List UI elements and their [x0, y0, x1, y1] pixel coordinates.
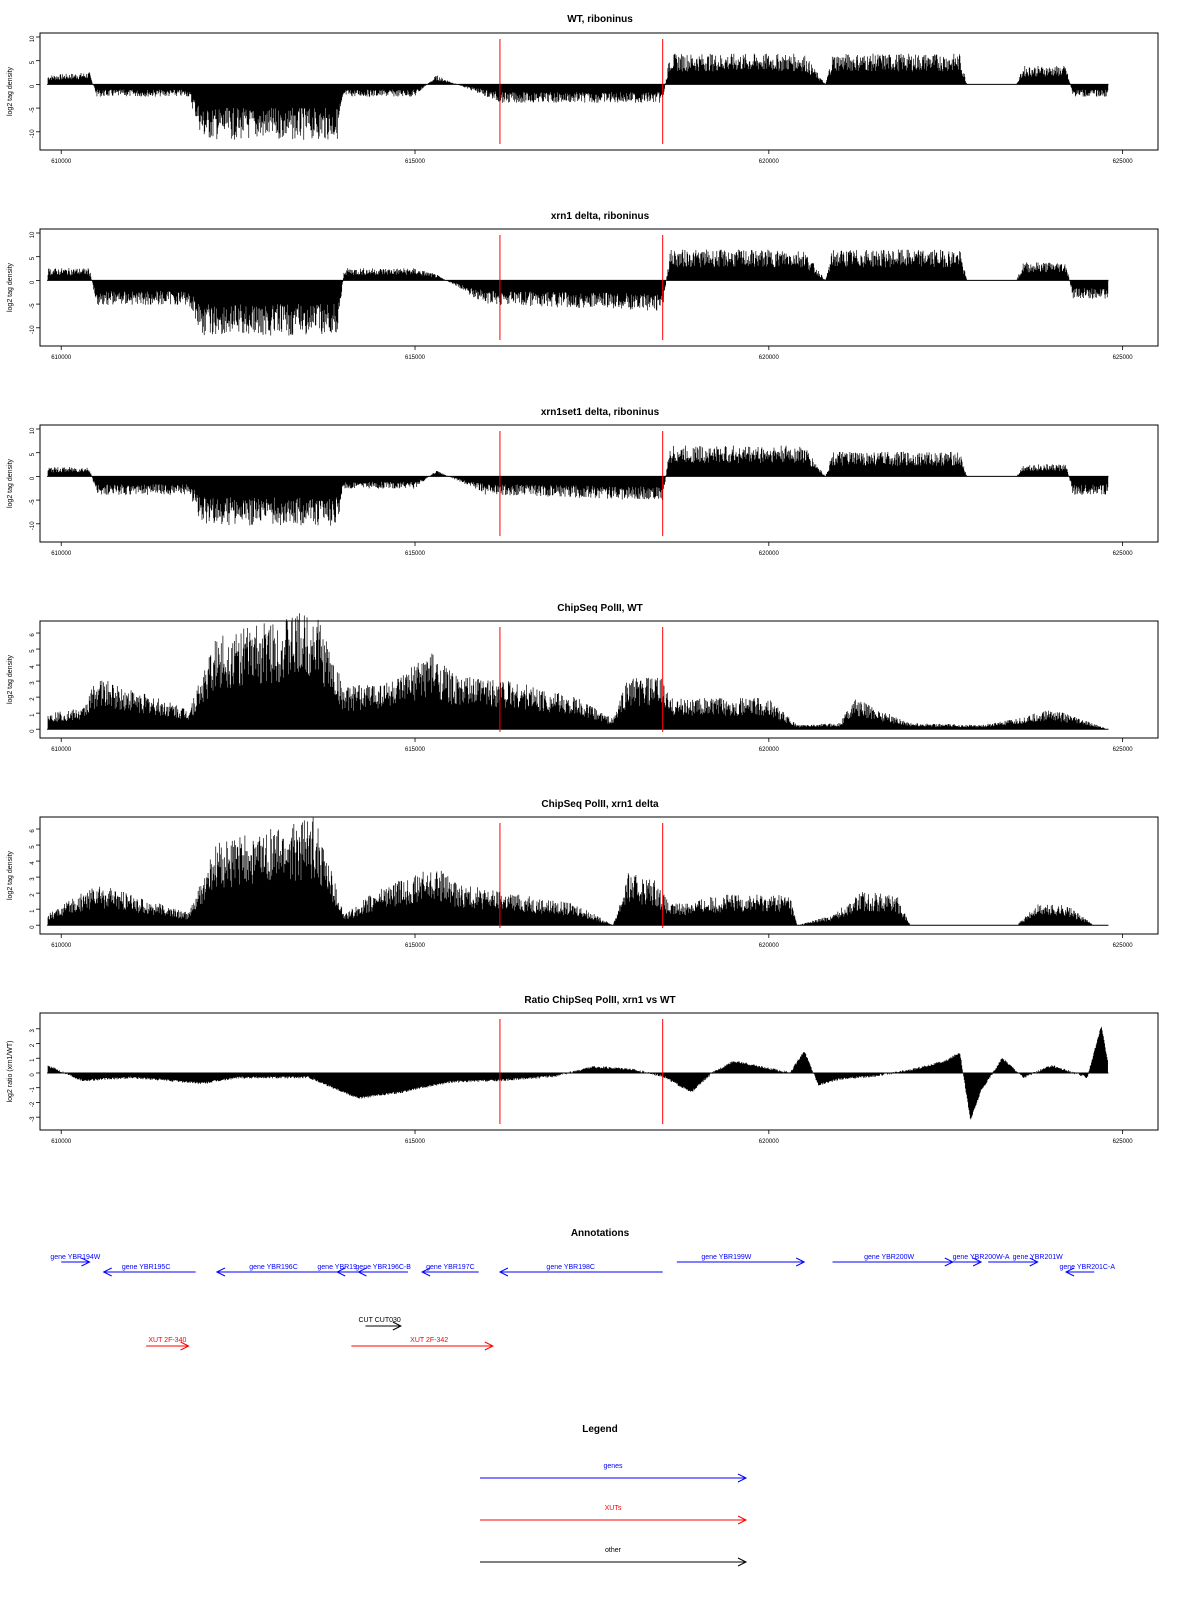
legend-label: other [605, 1547, 621, 1554]
gene-label: gene YBR200W [864, 1254, 915, 1261]
y-axis-label: log2 tag density [7, 262, 14, 313]
chart-panel-1 [7, 14, 1158, 165]
y-tick-label: 2 [30, 697, 36, 701]
x-tick-label: 625000 [1112, 355, 1133, 361]
legend-title: Legend [582, 1424, 618, 1435]
chart-panel-5 [7, 799, 1158, 949]
gene-label: gene YBR199W [701, 1254, 752, 1261]
gene-label: gene YBR201W [1012, 1254, 1063, 1261]
gene-label: gene YBR195C [121, 1264, 171, 1271]
x-tick-label: 620000 [758, 159, 779, 165]
y-tick-label: 10 [30, 35, 36, 43]
chart-panel-3 [7, 407, 1158, 557]
x-tick-label: 625000 [1112, 159, 1133, 165]
y-tick-label: -5 [30, 107, 36, 113]
signal-bars [48, 818, 1092, 926]
y-tick-label: 0 [30, 84, 36, 89]
x-tick-label: 620000 [758, 1139, 779, 1145]
x-tick-label: 625000 [1112, 1139, 1133, 1145]
y-tick-label: 0 [30, 476, 36, 481]
x-tick-label: 610000 [51, 159, 72, 165]
x-tick-label: 615000 [405, 747, 426, 753]
y-tick-label: 0 [30, 925, 36, 929]
y-axis-label: log2 ratio (xrn1/WT) [7, 1040, 14, 1103]
annotations-panel [50, 1228, 1115, 1350]
y-tick-label: 4 [30, 665, 36, 669]
y-tick-label: -2 [30, 1101, 36, 1108]
gene-label: gene YBR198C [546, 1264, 595, 1271]
y-tick-label: -10 [30, 129, 36, 139]
signal-bars [48, 613, 1105, 729]
y-axis-label: log2 tag density [7, 850, 14, 901]
annotations-title: Annotations [570, 1228, 630, 1239]
x-tick-label: 620000 [758, 747, 779, 753]
y-axis-label: log2 tag density [7, 458, 14, 509]
chart-title: WT, riboninus [567, 14, 633, 25]
chart-panel-4 [7, 603, 1158, 753]
y-tick-label: 3 [30, 877, 36, 881]
gene-label: gene YBR194W [50, 1254, 101, 1261]
x-tick-label: 615000 [405, 159, 426, 165]
x-tick-label: 615000 [405, 355, 426, 361]
y-axis-label: log2 tag density [7, 654, 14, 705]
legend-label: genes [603, 1463, 623, 1470]
x-tick-label: 610000 [51, 1139, 72, 1145]
x-tick-label: 615000 [405, 1139, 426, 1145]
chart-title: xrn1 delta, riboninus [550, 211, 650, 222]
x-tick-label: 615000 [405, 943, 426, 949]
signal-bars [48, 446, 1108, 526]
gene-label: gene YBR196C-B [355, 1264, 411, 1271]
chart-panel-2 [7, 211, 1158, 361]
y-tick-label: 1 [30, 713, 36, 717]
y-tick-label: 5 [30, 453, 36, 457]
y-tick-label: 6 [30, 829, 36, 833]
legend-panel [480, 1424, 746, 1566]
x-tick-label: 620000 [758, 551, 779, 557]
chart-title: ChipSeq PolII, xrn1 delta [541, 799, 659, 810]
y-tick-label: 4 [30, 861, 36, 865]
y-tick-label: 5 [30, 649, 36, 653]
x-tick-label: 615000 [405, 551, 426, 557]
x-tick-label: 610000 [51, 355, 72, 361]
gene-label: gene YBR197C [426, 1264, 475, 1271]
y-tick-label: -1 [30, 1087, 36, 1093]
x-tick-label: 620000 [758, 355, 779, 361]
y-tick-label: 3 [30, 1029, 36, 1033]
xut-label: XUT 2F-342 [410, 1337, 449, 1344]
legend-item-genes [480, 1463, 746, 1482]
x-tick-label: 620000 [758, 943, 779, 949]
y-tick-label: -5 [30, 499, 36, 505]
xut-label: XUT 2F-340 [148, 1337, 187, 1344]
y-tick-label: 1 [30, 909, 36, 913]
x-tick-label: 625000 [1112, 747, 1133, 753]
y-axis-label: log2 tag density [7, 66, 14, 117]
y-tick-label: 6 [30, 633, 36, 637]
gene-label: gene YBR201C-A [1059, 1264, 1116, 1271]
x-tick-label: 625000 [1112, 551, 1133, 557]
gene-label: gene YBR196C [249, 1264, 298, 1271]
chart-title: Ratio ChipSeq PolII, xrn1 vs WT [524, 995, 676, 1006]
other-label: CUT CUT030 [358, 1317, 401, 1324]
y-tick-label: 10 [30, 427, 36, 435]
x-tick-label: 610000 [51, 943, 72, 949]
legend-label: XUTs [604, 1505, 622, 1512]
chart-title: xrn1set1 delta, riboninus [540, 407, 660, 418]
y-tick-label: 0 [30, 1073, 36, 1077]
chart-panel-6 [7, 995, 1158, 1145]
y-tick-label: 10 [30, 231, 36, 239]
y-tick-label: 1 [30, 1058, 36, 1062]
y-tick-label: 0 [30, 729, 36, 733]
gene-label: gene YBR200W-A [952, 1254, 1010, 1261]
x-tick-label: 610000 [51, 747, 72, 753]
chart-title: ChipSeq PolII, WT [557, 603, 643, 614]
y-tick-label: -5 [30, 303, 36, 309]
y-tick-label: 0 [30, 280, 36, 285]
y-tick-label: 2 [30, 1043, 36, 1048]
legend-item-xuts [480, 1505, 746, 1524]
x-tick-label: 610000 [51, 551, 72, 557]
x-tick-label: 625000 [1112, 943, 1133, 949]
legend-item-other [480, 1547, 746, 1566]
gene-label: gene YBR19 [317, 1264, 357, 1271]
y-tick-label: 2 [30, 893, 36, 897]
y-tick-label: 5 [30, 61, 36, 65]
y-tick-label: 3 [30, 681, 36, 685]
y-tick-label: -10 [30, 325, 36, 335]
y-tick-label: 5 [30, 257, 36, 261]
y-tick-label: 5 [30, 845, 36, 849]
y-tick-label: -10 [30, 521, 36, 531]
signal-bars [48, 250, 1108, 336]
signal-bars [48, 54, 1108, 140]
y-tick-label: -3 [30, 1116, 36, 1122]
